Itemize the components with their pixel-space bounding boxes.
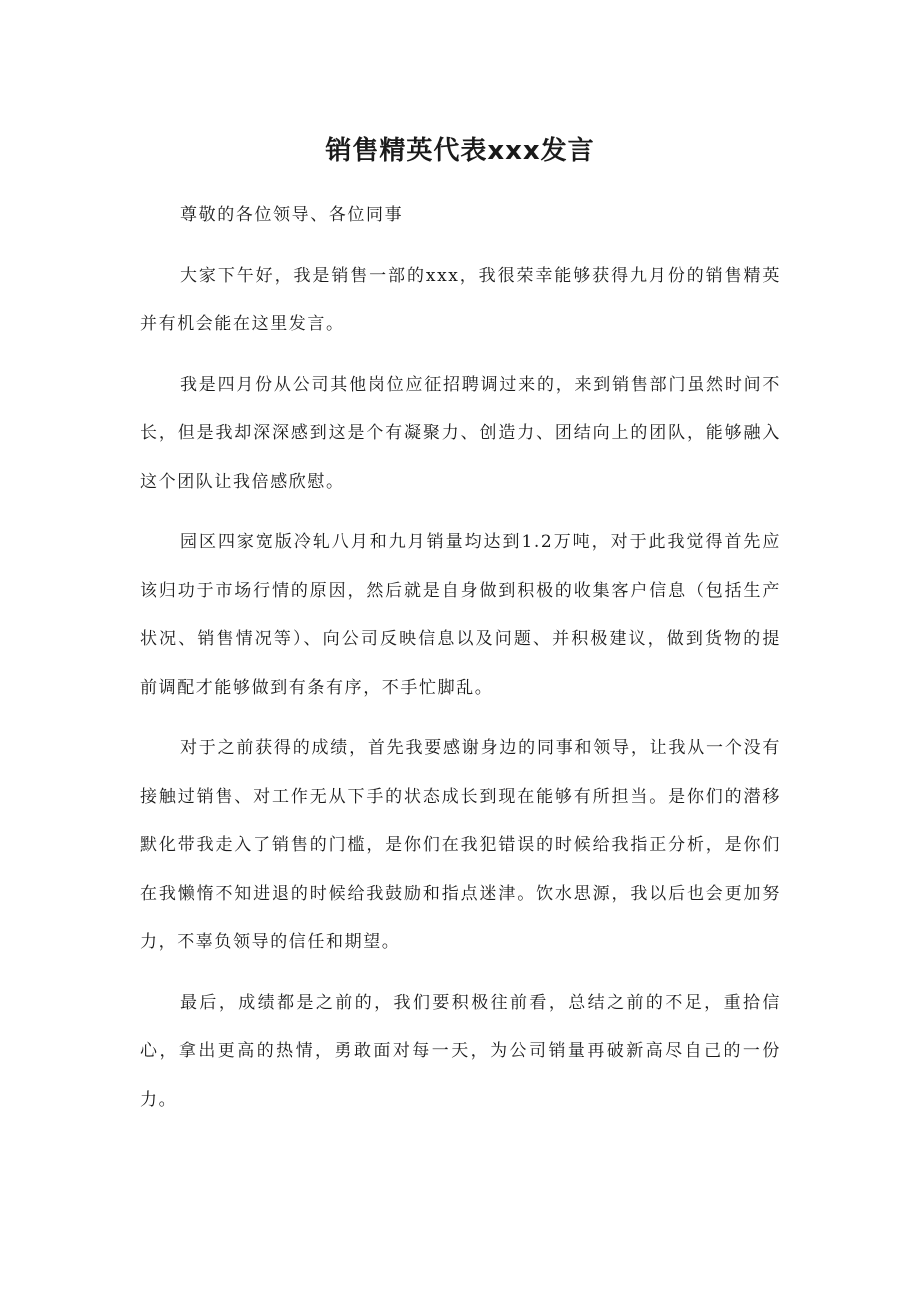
salutation: 尊敬的各位领导、各位同事 bbox=[180, 205, 404, 225]
document-title: 销售精英代表xxx发言 bbox=[325, 136, 595, 166]
paragraph-2: 我是四月份从公司其他岗位应征招聘调过来的，来到销售部门虽然时间不长，但是我却深深感到这是个有凝聚力、创造力、团结向上的团队，能够融入这个团队让我倍感欣慰。 bbox=[140, 374, 781, 492]
paragraph-1: 大家下午好，我是销售一部的xxx，我很荣幸能够获得九月份的销售精英并有机会能在这里发言。 bbox=[140, 265, 781, 334]
paragraph-4: 对于之前获得的成绩，首先我要感谢身边的同事和领导，让我从一个没有接触过销售、对工作无从下手的状态成长到现在能够有所担当。是你们的潜移默化带我走入了销售的门槛，是你们在我犯错误的时候给我指正分析，是你们在我懒惰不知进退的时候给我鼓励和指点迷津。饮水思源，我以后也会更加努力，不辜负领导的信任和期望。 bbox=[140, 738, 781, 952]
document-body bbox=[140, 191, 781, 1136]
paragraph-3: 园区四家宽版冷轧八月和九月销量均达到1.2万吨，对于此我觉得首先应该归功于市场行情的原因，然后就是自身做到积极的收集客户信息（包括生产状况、销售情况等）、向公司反映信息以及问题、并积极建议，做到货物的提前调配才能够做到有条有序，不手忙脚乱。 bbox=[140, 532, 781, 698]
paragraph-5: 最后，成绩都是之前的，我们要积极往前看，总结之前的不足，重拾信心，拿出更高的热情，勇敢面对每一天，为公司销量再破新高尽自己的一份力。 bbox=[140, 992, 781, 1110]
